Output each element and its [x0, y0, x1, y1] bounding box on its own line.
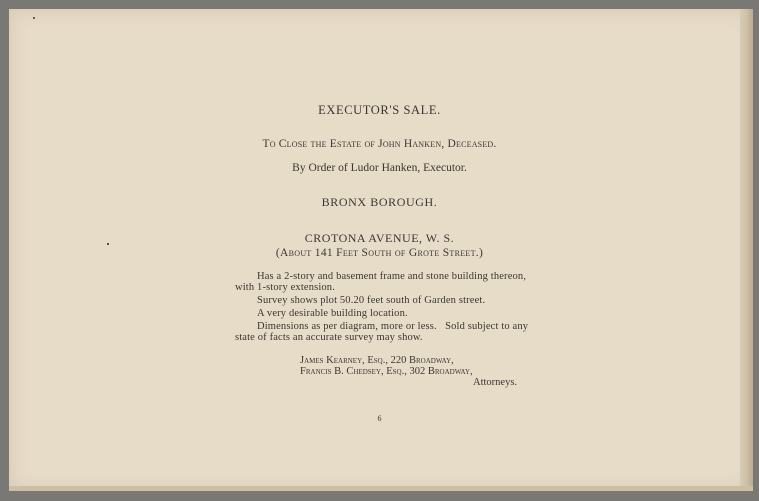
street-heading: CROTONA AVENUE, W. S.: [304, 231, 455, 245]
dimensions-paragraph-line: Dimensions as per diagram, more or less. Sold subject to any: [257, 321, 529, 332]
page-edge-bottom: [9, 486, 753, 491]
sale-title: EXECUTOR'S SALE.: [318, 103, 441, 117]
ink-speck: [33, 17, 35, 19]
description-paragraph-line: Has a 2-story and basement frame and stone building thereon,: [257, 271, 527, 282]
dimensions-paragraph-line: state of facts an accurate survey may show.: [235, 332, 423, 343]
executor-subtitle: By Order of Ludor Hanken, Executor.: [292, 162, 467, 174]
location-paragraph: A very desirable building location.: [257, 308, 408, 319]
page-number: 6: [377, 414, 382, 423]
survey-paragraph: Survey shows plot 50.20 feet south of Garden street.: [257, 295, 486, 306]
location-note: (About 141 Feet South of Grote Street.): [275, 247, 484, 259]
description-paragraph-line: with 1-story extension.: [235, 282, 335, 293]
estate-subtitle: To Close the Estate of John Hanken, Deceased.: [262, 138, 497, 150]
attorney-line: Francis B. Chedsey, Esq., 302 Broadway,: [300, 366, 473, 377]
borough-heading: BRONX BOROUGH.: [321, 195, 438, 209]
attorney-line: James Kearney, Esq., 220 Broadway,: [300, 355, 454, 366]
attorneys-label: Attorneys.: [473, 377, 518, 388]
